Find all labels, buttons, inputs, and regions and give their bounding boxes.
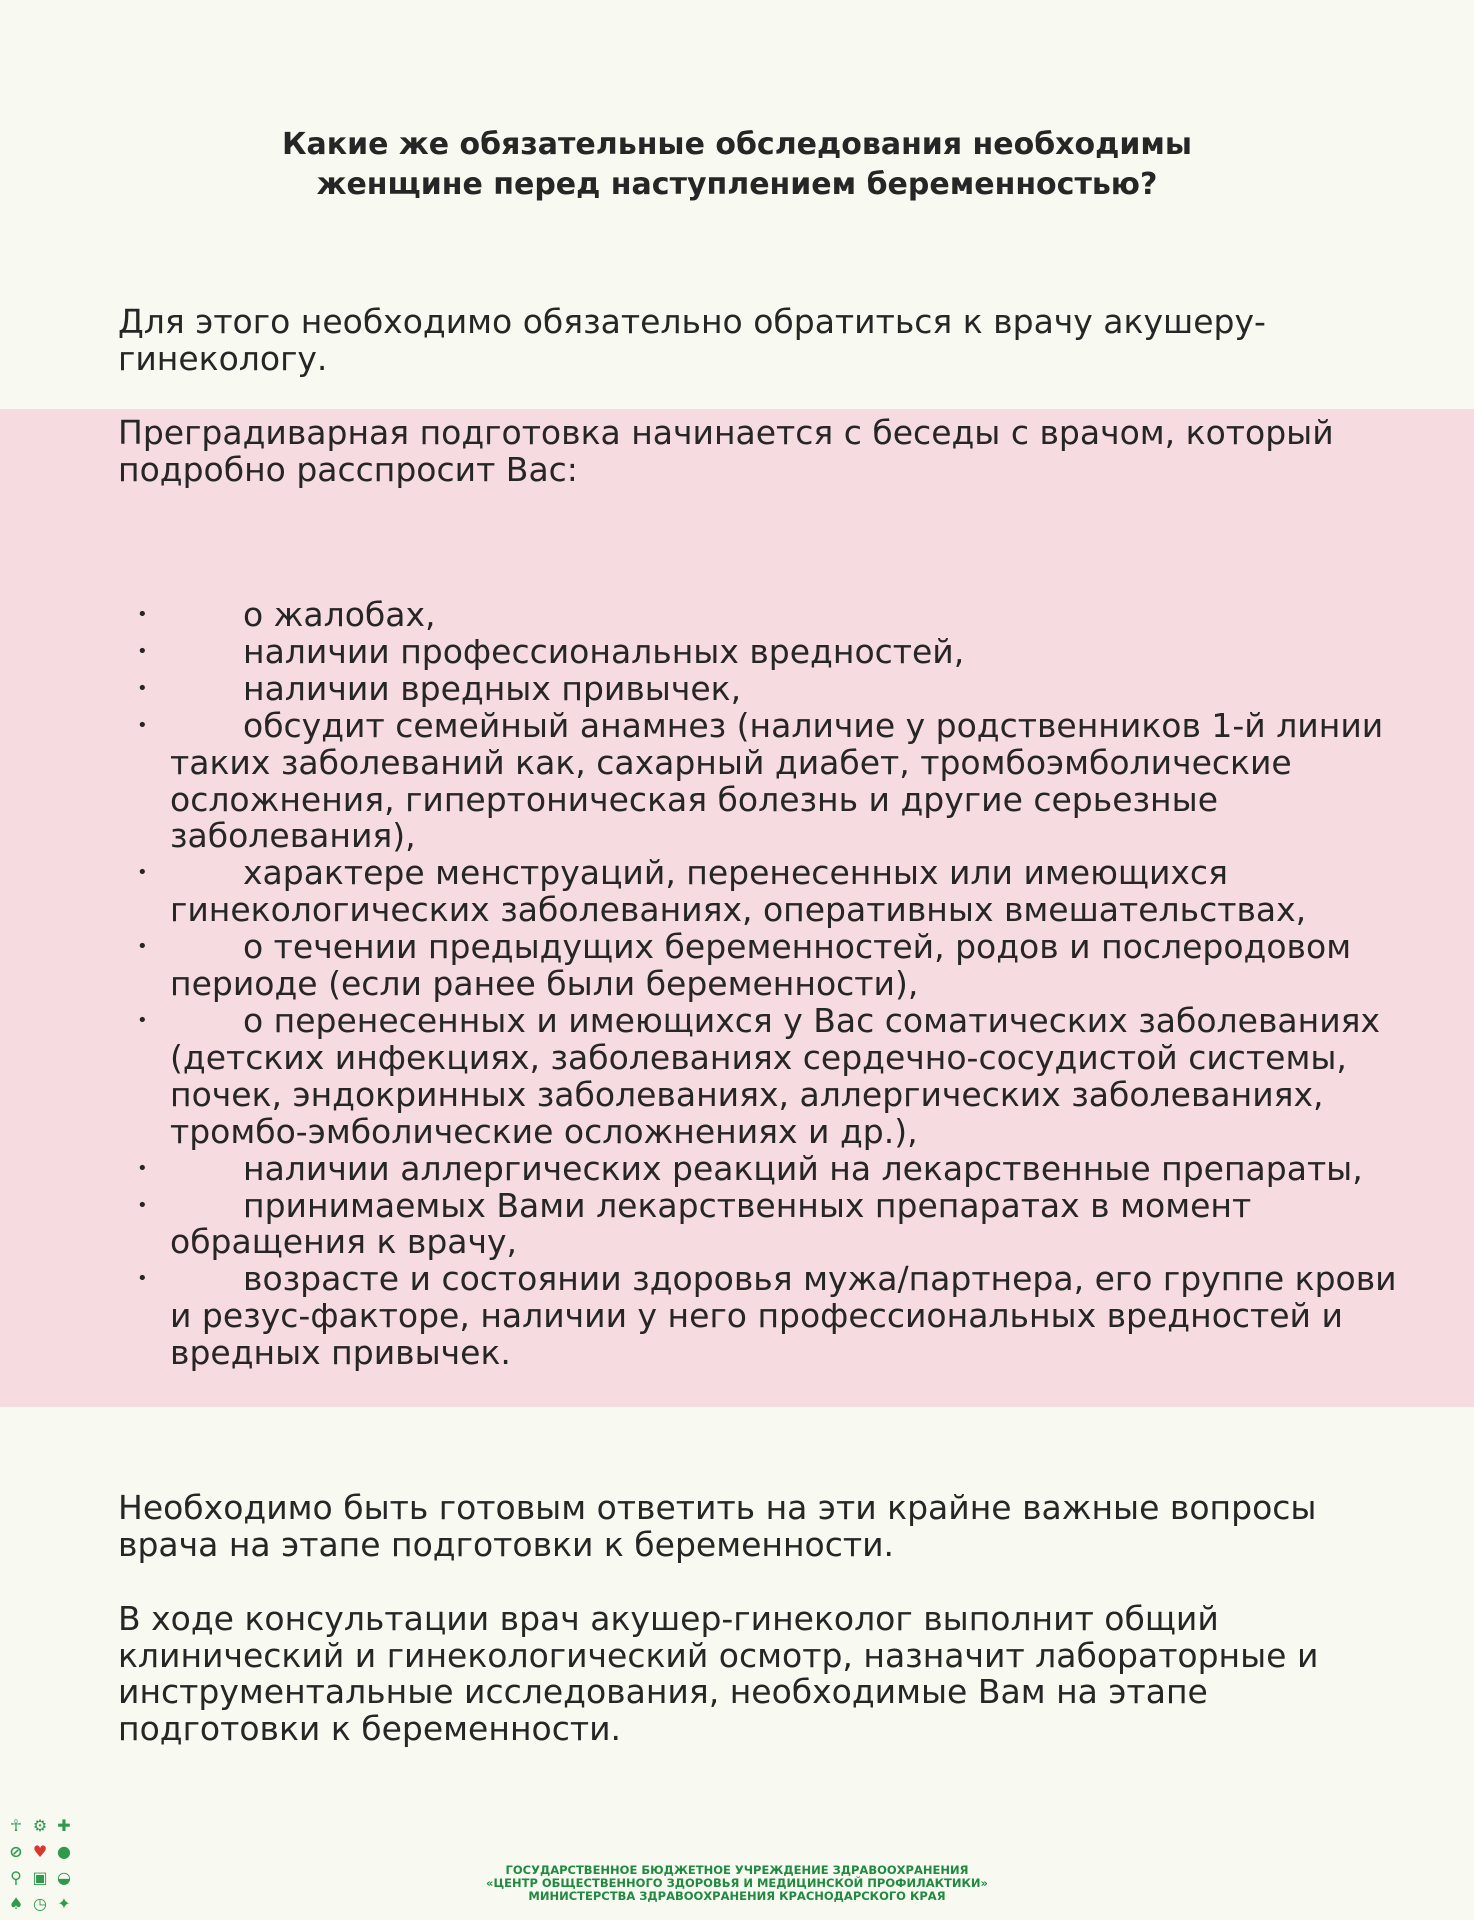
scales-icon: ▣ (32, 1867, 48, 1887)
list-item-line: характере менструаций, перенесенных или имеющихся (243, 853, 1228, 893)
plus-icon: ✚ (57, 1815, 71, 1835)
bullet-icon: • (137, 714, 148, 736)
intro-line: Для этого необходимо обязательно обратиться к врачу акушеру- (118, 302, 1266, 341)
lead-paragraph (118, 415, 1438, 488)
bullet-icon: • (137, 604, 148, 625)
stopwatch-icon: ◷ (33, 1893, 47, 1913)
bullet-icon: • (137, 1268, 148, 1290)
footer-line: МИНИСТЕРСТВА ЗДРАВООХРАНЕНИЯ КРАСНОДАРСКОГО КРАЯ (528, 1889, 946, 1903)
page-title (0, 125, 1474, 205)
list-item-line: наличии вредных привычек, (243, 668, 742, 708)
lead-line: Преградиварная подготовка начинается с беседы с врачом, который (118, 413, 1334, 452)
bullet-icon: • (137, 677, 148, 699)
closing-line: клинический и гинекологический осмотр, назначит лабораторные и (118, 1635, 1319, 1675)
list-item-line: о жалобах, (243, 595, 436, 634)
closing-paragraph-1 (118, 1490, 1438, 1563)
list-item-line: обсудит семейный анамнез (наличие у родственников 1-й линии (243, 705, 1384, 745)
bullet-icon: • (137, 936, 148, 958)
list-item-line: гинекологических заболеваниях, оперативных вмешательствах, (170, 890, 1307, 930)
closing-line: инструментальные исследования, необходимые Вам на этапе (118, 1672, 1208, 1712)
list-item-line: осложнения, гипертоническая болезнь и другие серьезные (170, 779, 1218, 819)
closing-line: В ходе консультации врач акушер-гинеколог выполнит общий (118, 1599, 1219, 1638)
list-item-line: почек, эндокринных заболеваниях, аллергических заболеваниях, (170, 1074, 1324, 1114)
list-item-line: (детских инфекциях, заболеваниях сердечно-сосудистой системы, (170, 1037, 1347, 1077)
tooth-icon: ♠ (8, 1893, 24, 1913)
list-item (0, 1000, 1474, 1151)
organization-name (0, 1864, 1474, 1903)
title-line: женщине перед наступлением беременностью? (316, 167, 1158, 202)
list-item-line: таких заболеваний как, сахарный диабет, тромбоэмболические (170, 742, 1292, 782)
list-item-line: о перенесенных и имеющихся у Вас соматических заболеваниях (243, 1000, 1381, 1040)
bullet-icon: • (137, 1157, 148, 1179)
bullet-icon: • (137, 862, 148, 884)
intro-line: гинекологу. (118, 338, 328, 378)
figure-icon: ☥ (10, 1815, 22, 1835)
list-item-line: наличии профессиональных вредностей, (243, 631, 965, 671)
apple-icon: ● (57, 1841, 71, 1861)
closing-line: подготовки к беременности. (118, 1709, 622, 1749)
list-item-line: наличии аллергических реакций на лекарственные препараты, (243, 1148, 1363, 1188)
bowl-icon: ◒ (57, 1867, 71, 1887)
list-item-line: заболевания), (170, 816, 416, 856)
list-item-line: обращения к врачу, (170, 1222, 518, 1262)
list-item (0, 1261, 1474, 1372)
list-item-line: возрасте и состоянии здоровья мужа/партнера, его группе крови (243, 1259, 1397, 1299)
list-item-line: о течении предыдущих беременностей, родов и послеродовом (243, 927, 1352, 967)
runner-icon: ⚲ (10, 1867, 22, 1887)
list-item (0, 855, 1474, 929)
closing-paragraph-2 (118, 1601, 1438, 1748)
list-item-line: и резус-факторе, наличии у него профессиональных вредностей и (170, 1296, 1343, 1336)
list-item (0, 705, 1474, 856)
list-item (0, 1148, 1474, 1188)
intro-paragraph (118, 304, 1438, 377)
sport-icon: ✦ (57, 1893, 71, 1913)
bicycle-icon: ⚙ (32, 1815, 48, 1835)
heart-icon: ♥ (32, 1841, 48, 1861)
list-item (0, 668, 1474, 708)
list-item-line: периоде (если ранее были беременности), (170, 964, 919, 1004)
footer-line: «ЦЕНТР ОБЩЕСТВЕННОГО ЗДОРОВЬЯ И МЕДИЦИНСКОЙ ПРОФИЛАКТИКИ» (486, 1876, 988, 1890)
bullet-icon: • (137, 1194, 148, 1216)
list-item-line: принимаемых Вами лекарственных препаратах в момент (243, 1185, 1252, 1225)
lead-line: подробно расспросит Вас: (118, 449, 578, 489)
list-item-line: вредных привычек. (170, 1333, 511, 1373)
closing-line: Необходимо быть готовым ответить на эти крайне важные вопросы (118, 1488, 1317, 1527)
question-list (0, 597, 1474, 1372)
list-item (0, 929, 1474, 1003)
list-item (0, 1185, 1474, 1262)
list-item (0, 597, 1474, 634)
no-smoking-icon: ⊘ (9, 1841, 23, 1861)
footer-line: ГОСУДАРСТВЕННОЕ БЮДЖЕТНОЕ УЧРЕЖДЕНИЕ ЗДРАВООХРАНЕНИЯ (505, 1863, 969, 1877)
list-item (0, 631, 1474, 671)
bullet-icon: • (137, 640, 148, 662)
closing-line: врача на этапе подготовки к беременности. (118, 1524, 895, 1564)
bullet-icon: • (137, 1009, 148, 1031)
title-line: Какие же обязательные обследования необходимы (281, 127, 1193, 162)
list-item-line: тромбо-эмболические осложнениях и др.), (170, 1111, 918, 1151)
